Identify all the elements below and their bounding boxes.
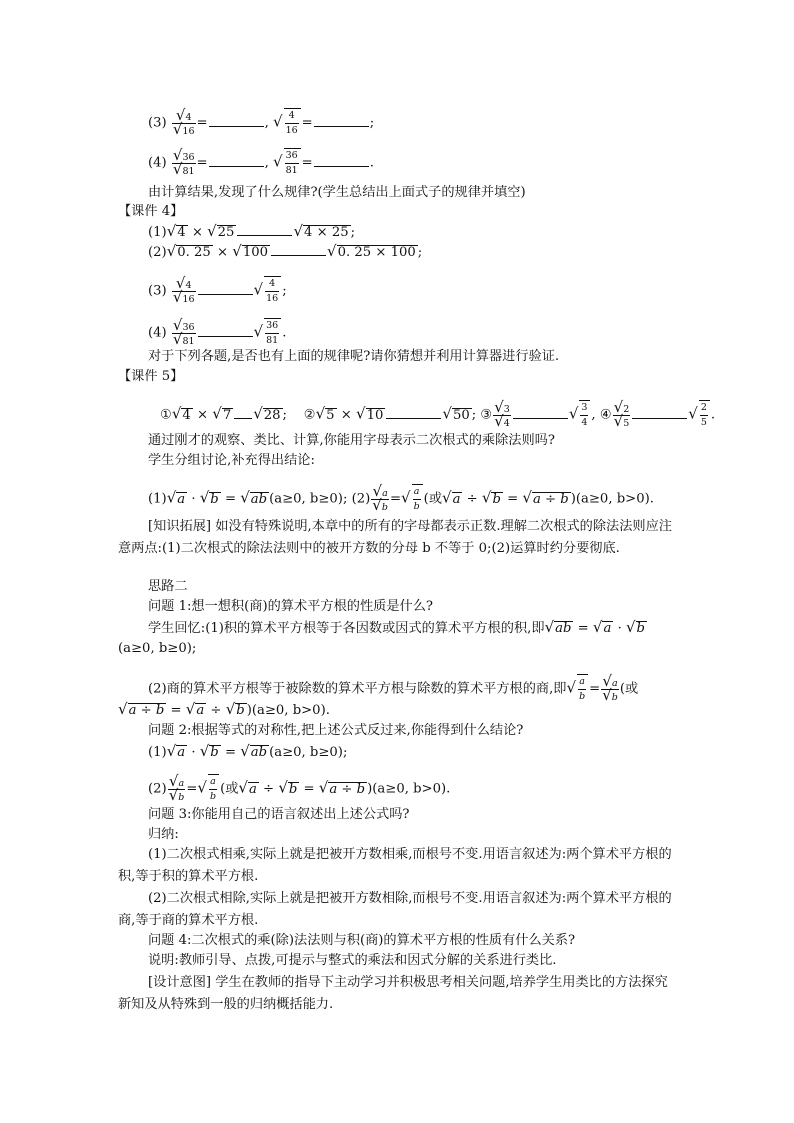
item-label: (3) [148, 115, 167, 131]
q2-formula-2: (2) $\frac{√a}{√b}$ =√ $\frac{a}{b}$ (或√a ÷ √b = √a ÷ b )(a≥0, b>0). [148, 771, 451, 804]
answer-blank[interactable] [632, 417, 687, 419]
k4-item-2: (2)√0. 25 × √100 √0. 25 × 100 ; [148, 242, 423, 260]
radical-fraction: $\frac{36}{81}$ [284, 148, 301, 178]
answer-blank[interactable] [234, 417, 252, 419]
recall-1: 学生回忆:(1)积的算术平方根等于各因数或因式的算术平方根的积,即√ab = √a · √b [148, 618, 645, 636]
answer-blank[interactable] [386, 417, 441, 419]
knowledge-extension: [知识拓展] 如没有特殊说明,本章中的所有的字母都表示正数.理解二次根式的除法法则应注意两点:(1)二次根式的除法法则中的被开方数的分母 b 不等于 0;(2)运算时约分要彻底. [118, 519, 672, 556]
k4-item-1: (1)√4 × √25 √4 × 25 ; [148, 222, 356, 240]
fraction: $\frac{√4}{√16}$ [172, 105, 195, 138]
design-intent: [设计意图] 学生在教师的指导下主动学习并积极思考相关问题,培养学生用类比的方法探究新知及从特殊到一般的归纳概括能力. [118, 975, 668, 1012]
recall-2: (2)商的算术平方根等于被除数的算术平方根与除数的算术平方根的商,即√ $\frac{a}{b}$ = $\frac{√a}{√b}$ (或 [148, 671, 639, 704]
k4-item-4: (4) $\frac{√36}{√81}$ √ $\frac{36}{81}$ . [148, 315, 287, 348]
answer-blank[interactable] [237, 234, 292, 236]
approach-2-heading: 思路二 [148, 579, 188, 594]
fraction: $\frac{√36}{√81}$ [172, 145, 195, 178]
courseware-4-heading: 【课件 4】 [118, 204, 184, 219]
exercise-3: (3) $\frac{√4}{√16}$ = , √ $\frac{4}{16}$ = ; [148, 105, 375, 138]
summary-heading: 归纳: [148, 827, 179, 842]
exercise-4: (4) $\frac{√36}{√81}$ = , √ $\frac{36}{81}$ = . [148, 145, 374, 178]
courseware-5-heading: 【课件 5】 [118, 369, 184, 384]
answer-blank[interactable] [209, 165, 264, 167]
question-4: 问题 4:二次根式的乘(除)法法则与积(商)的算术平方根的性质有什么关系? [148, 933, 576, 948]
answer-blank[interactable] [198, 293, 253, 295]
radical-fraction: $\frac{4}{16}$ [284, 108, 301, 138]
question-1: 问题 1:想一想积(商)的算术平方根的性质是什么? [148, 599, 433, 614]
question-3: 问题 3:你能用自己的语言叙述出上述公式吗? [148, 807, 410, 822]
recall-1-condition: (a≥0, b≥0); [118, 641, 197, 656]
item-label: (4) [148, 155, 167, 171]
q2-formula-1: (1)√a · √b = √ab (a≥0, b≥0); [148, 742, 348, 760]
answer-blank[interactable] [271, 254, 326, 256]
discovery-text: 由计算结果,发现了什么规律?(学生总结出上面式子的规律并填空) [148, 185, 526, 200]
conclusion-formula: (1)√a · √b = √ab (a≥0, b≥0); (2) $\frac{√a}{√b}$ =√ $\frac{a}{b}$ (或√a ÷ √b = √a ÷ b )(a≥0, b>0). [148, 481, 654, 514]
recall-2-cont: √a ÷ b = √a ÷ √b )(a≥0, b>0). [118, 700, 330, 718]
teacher-note: 说明:教师引导、点拨,可提示与整式的乘法和因式分解的关系进行类比. [148, 953, 557, 968]
k5-items: ①√4 × √7 √28 ; ②√5 × √10 √50 ; ③ $\frac{√3}{√4}$ √ $\frac{3}{4}$ , ④ $\frac{√2}{√5}$ √ $\frac{2}{5}$ . [160, 397, 716, 430]
answer-blank[interactable] [209, 125, 264, 127]
question-2: 问题 2:根据等式的对称性,把上述公式反过来,你能得到什么结论? [148, 723, 524, 738]
k4-item-3: (3) $\frac{√4}{√16}$ √ $\frac{4}{16}$ ; [148, 273, 287, 306]
answer-blank[interactable] [513, 417, 568, 419]
summary-1: (1)二次根式相乘,实际上就是把被开方数相乘,而根号不变.用语言叙述为:两个算术平方根的积,等于积的算术平方根. [118, 847, 672, 884]
guess-text: 对于下列各题,是否也有上面的规律呢?请你猜想并利用计算器进行验证. [148, 349, 560, 364]
answer-blank[interactable] [314, 125, 369, 127]
answer-blank[interactable] [314, 165, 369, 167]
summary-2: (2)二次根式相除,实际上就是把被开方数相除,而根号不变.用语言叙述为:两个算术平方根的商,等于商的算术平方根. [118, 891, 672, 928]
observe-text: 通过刚才的观察、类比、计算,你能用字母表示二次根式的乘除法则吗? [148, 433, 555, 448]
group-text: 学生分组讨论,补充得出结论: [148, 453, 315, 468]
answer-blank[interactable] [198, 335, 253, 337]
